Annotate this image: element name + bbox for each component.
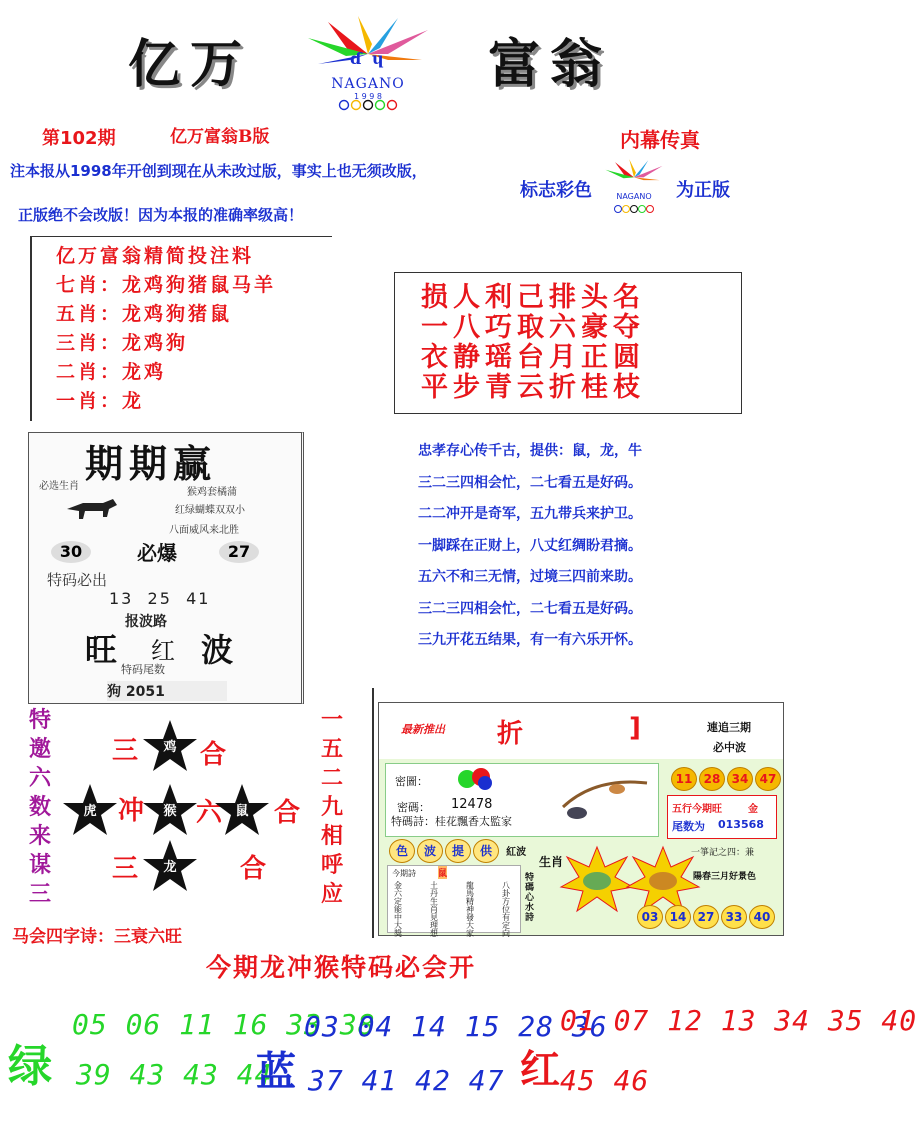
poem-box (394, 272, 742, 414)
left-vert-char: 邀 (28, 737, 51, 762)
diagram-liu: 六 (196, 798, 223, 828)
ad-newest: 最新推出 (401, 723, 445, 736)
blue-poem-line-6: 三二三四相会忙，二七看五是好码。 (418, 600, 642, 617)
zodiac-seven: 七肖：龙鸡狗猪鼠马羊 (56, 274, 277, 296)
newspaper-clip (28, 432, 304, 704)
green-label: 绿 (8, 1041, 52, 1092)
newspaper-headline: 期期赢 (85, 441, 218, 486)
left-vertical-text (26, 706, 54, 909)
right-vert-char: 应 (320, 882, 343, 907)
left-vert-char: 特 (28, 708, 51, 733)
diagram-he-2: 合 (274, 798, 301, 828)
right-vert-char: 相 (320, 824, 343, 849)
logo-year: 1 9 9 8 (354, 92, 382, 101)
ad-tail-value: 013568 (718, 818, 764, 831)
ad-ball2: 03 (637, 905, 663, 929)
ad-pwd: 12478 (451, 797, 493, 812)
red-label: 红 (520, 1047, 560, 1093)
ad-tail-label: 尾数为 (672, 820, 705, 833)
title-left: 亿万 (128, 34, 253, 95)
ad-balls-row (671, 767, 783, 791)
ad-chase: 連追三期 (707, 721, 751, 734)
bottom-banner: 今期龙冲猴特码必会开 (206, 953, 477, 982)
ad-divider (372, 688, 374, 938)
nagano-logo (288, 14, 448, 110)
ad-special-poem: 特碼詩：桂花飄香太監家 (391, 815, 512, 828)
newspaper-sub4: 八面威风来北胜 (169, 525, 239, 536)
star-shu-label: 鼠 (235, 804, 249, 819)
blue-poem-line-5: 五六不和三无情，过境三四前来助。 (418, 569, 642, 585)
special-tail: 特码尾数 (121, 663, 165, 676)
newspaper-sub3: 红绿蝴蝶双双小 (175, 505, 245, 516)
green-row-2: 39 43 43 44 (76, 1058, 273, 1091)
small-logo (596, 156, 672, 218)
notice-line-2: 正版绝不会改版！因为本报的准确率级高！ (18, 206, 304, 224)
wave-road: 报波路 (125, 614, 167, 630)
bird-icon (555, 767, 653, 831)
zodiac-five: 五肖：龙鸡狗猪鼠 (56, 303, 233, 325)
ad-ball2: 14 (665, 905, 691, 929)
dog-number-text: 狗 205 (107, 684, 156, 700)
logo-note-right: 为正版 (676, 180, 730, 201)
blue-label: 蓝 (256, 1049, 296, 1095)
ad-must-wave: 必中波 (713, 741, 746, 754)
wang-char: 旺 (85, 631, 118, 669)
red-row-2: 45 46 (560, 1064, 650, 1097)
star-ji-label: 鸡 (163, 740, 177, 755)
small-flower-logo-icon (596, 156, 672, 192)
blue-poem-line-4: 一脚踩在正财上，八丈红绸盼君摘。 (418, 537, 642, 554)
right-vertical-text (318, 706, 346, 909)
flower-logo-icon (288, 14, 448, 80)
horse-poem: 马会四字诗：三衰六旺 (12, 927, 182, 947)
zodiac-title: 亿万富翁精简投注料 (56, 245, 255, 267)
ad-ball2: 33 (721, 905, 747, 929)
star-diagram (60, 710, 310, 910)
ad-pic-note2: 陽春三月好景色 (693, 872, 757, 882)
blue-row-2: 37 41 42 47 (308, 1064, 505, 1097)
star-shu (214, 782, 270, 838)
burst-rat-icon (561, 847, 633, 911)
ad-today-poem: 今期詩 (392, 869, 416, 878)
poem-line-4: 平步青云折桂枝 (421, 372, 645, 403)
left-vert-char: 数 (28, 795, 51, 820)
ad-col1: 金六定能中大獎 (394, 881, 402, 938)
poem-line-3: 衣静瑶台月正圆 (421, 342, 645, 373)
svg-text:ɗ: ɗ (350, 49, 362, 68)
left-vert-char: 三 (28, 882, 51, 907)
right-vert-char: 呼 (320, 853, 343, 878)
logo-text: NAGANO (331, 76, 405, 92)
ad-shengxiao: 生肖 (539, 855, 564, 869)
blue-poem-line-3: 二二冲开是奇军，五九带兵来护卫。 (418, 506, 642, 522)
fax-label: 内幕传真 (620, 128, 700, 152)
poem-line-1: 损人利己排头名 (421, 282, 645, 313)
star-long (142, 838, 198, 894)
ad-wave-value: 紅波 (506, 847, 527, 858)
diagram-san-2: 三 (112, 854, 139, 884)
ad-ball: 34 (727, 767, 753, 791)
ad-ball: 28 (699, 767, 725, 791)
ad-balls2-row (637, 905, 777, 929)
logo-note-left: 标志彩色 (520, 180, 592, 201)
zodiac-box (30, 236, 332, 421)
svg-text:ɥ: ɥ (372, 49, 384, 68)
ad-wuxing-value: 金 (748, 804, 758, 815)
green-row-1: 05 06 11 16 33 38 (72, 1008, 376, 1041)
star-long-label: 龙 (163, 860, 177, 875)
ad-panel (378, 702, 784, 936)
ad-today-box (387, 865, 521, 938)
red-row-1: 01 07 12 13 34 35 40 (560, 1004, 917, 1037)
blue-poem-line-2: 三二三四相会忙，二七看五是好码。 (418, 474, 642, 491)
diagram-chong: 冲 (118, 796, 145, 826)
edition-label: 亿万富翁B版 (170, 127, 270, 147)
star-hou-label: 猴 (163, 804, 177, 819)
ad-ball: 11 (671, 767, 697, 791)
star-ji (142, 718, 198, 774)
star-hu-label: 虎 (83, 804, 97, 819)
notice-line-1: 注本报从1998年开创到现在从未改过版，事实上也无须改版， (10, 162, 427, 180)
ad-shu-tag: 鼠 (438, 866, 447, 879)
issue-number: 第102期 (42, 128, 116, 149)
ad-wave-char: 提 (445, 839, 471, 863)
burst-tiger-icon (627, 847, 699, 911)
left-vert-char: 六 (28, 766, 51, 791)
right-vert-char: 二 (320, 766, 343, 791)
hong-char: 红 (151, 637, 175, 665)
ad-col3: 龍馬精神發大家 (466, 881, 474, 938)
ad-col2: 土丹生肖見理想 (430, 881, 438, 938)
ad-wuxing-box (667, 795, 777, 839)
left-vert-char: 谋 (28, 853, 51, 878)
diagram-he-1: 合 (200, 740, 227, 770)
ad-zhe-end: ] (629, 713, 641, 743)
bo-char: 波 (201, 631, 234, 669)
ad-ball2: 40 (749, 905, 775, 929)
ad-pwd-label: 密碼： (397, 801, 430, 814)
color-balls-icon (455, 767, 495, 791)
ad-ball: 47 (755, 767, 781, 791)
ad-special-water: 特碼心水詩 (525, 873, 535, 923)
poem-line-2: 一八巧取六豪夺 (421, 312, 645, 343)
star-hou (142, 782, 198, 838)
dog-number-tail: 1 (155, 684, 165, 700)
small-logo-text: NAGANO (616, 192, 652, 201)
right-vert-char: 五 (320, 737, 343, 762)
ad-wave-char: 波 (417, 839, 443, 863)
left-vert-char: 来 (28, 824, 51, 849)
blue-poem (418, 436, 642, 657)
newspaper-sub1: 必选生肖 (39, 481, 79, 492)
horse-icon (63, 495, 123, 521)
ad-ball2: 27 (693, 905, 719, 929)
ad-code-label: 密圖： (395, 775, 428, 788)
ad-wave-char: 色 (389, 839, 415, 863)
olympic-rings-icon (336, 100, 400, 112)
diagram-san-1: 三 (112, 736, 139, 766)
ad-pic-note: 一箏記之四：兼 (691, 848, 755, 858)
ad-wave-row (389, 839, 526, 863)
title-right: 富翁 (488, 34, 613, 95)
zodiac-one: 一肖：龙 (56, 390, 145, 412)
must-num-1: 30 (51, 541, 91, 563)
diagram-he-3: 合 (240, 854, 267, 884)
ad-zhe: 折 (497, 719, 524, 749)
ad-wave-char: 供 (473, 839, 499, 863)
zodiac-two: 二肖：龙鸡 (56, 361, 167, 383)
star-hu (62, 782, 118, 838)
blue-poem-line-7: 三九开花五结果，有一有六乐开怀。 (418, 632, 642, 648)
special-must: 特码必出 (47, 571, 108, 589)
blue-poem-line-1: 忠孝存心传千古，提供：鼠，龙，牛 (418, 443, 642, 459)
ad-wuxing-label: 五行今期旺 (672, 804, 722, 815)
newspaper-numbers: 13 25 41 (109, 589, 211, 608)
small-rings-icon (612, 204, 656, 214)
must-num-2: 27 (219, 541, 259, 563)
zodiac-three: 三肖：龙鸡狗 (56, 332, 189, 354)
ad-col4: 八卦方位有定向 (502, 881, 510, 938)
newspaper-sub2: 猴鸡套橘蒲 (187, 487, 237, 498)
dog-number (107, 681, 227, 701)
blue-row-1: 03 04 14 15 28 36 (304, 1010, 608, 1043)
right-vert-char: 九 (320, 795, 343, 820)
right-vert-char: 一 (320, 708, 343, 733)
must-explode: 必爆 (137, 541, 177, 565)
